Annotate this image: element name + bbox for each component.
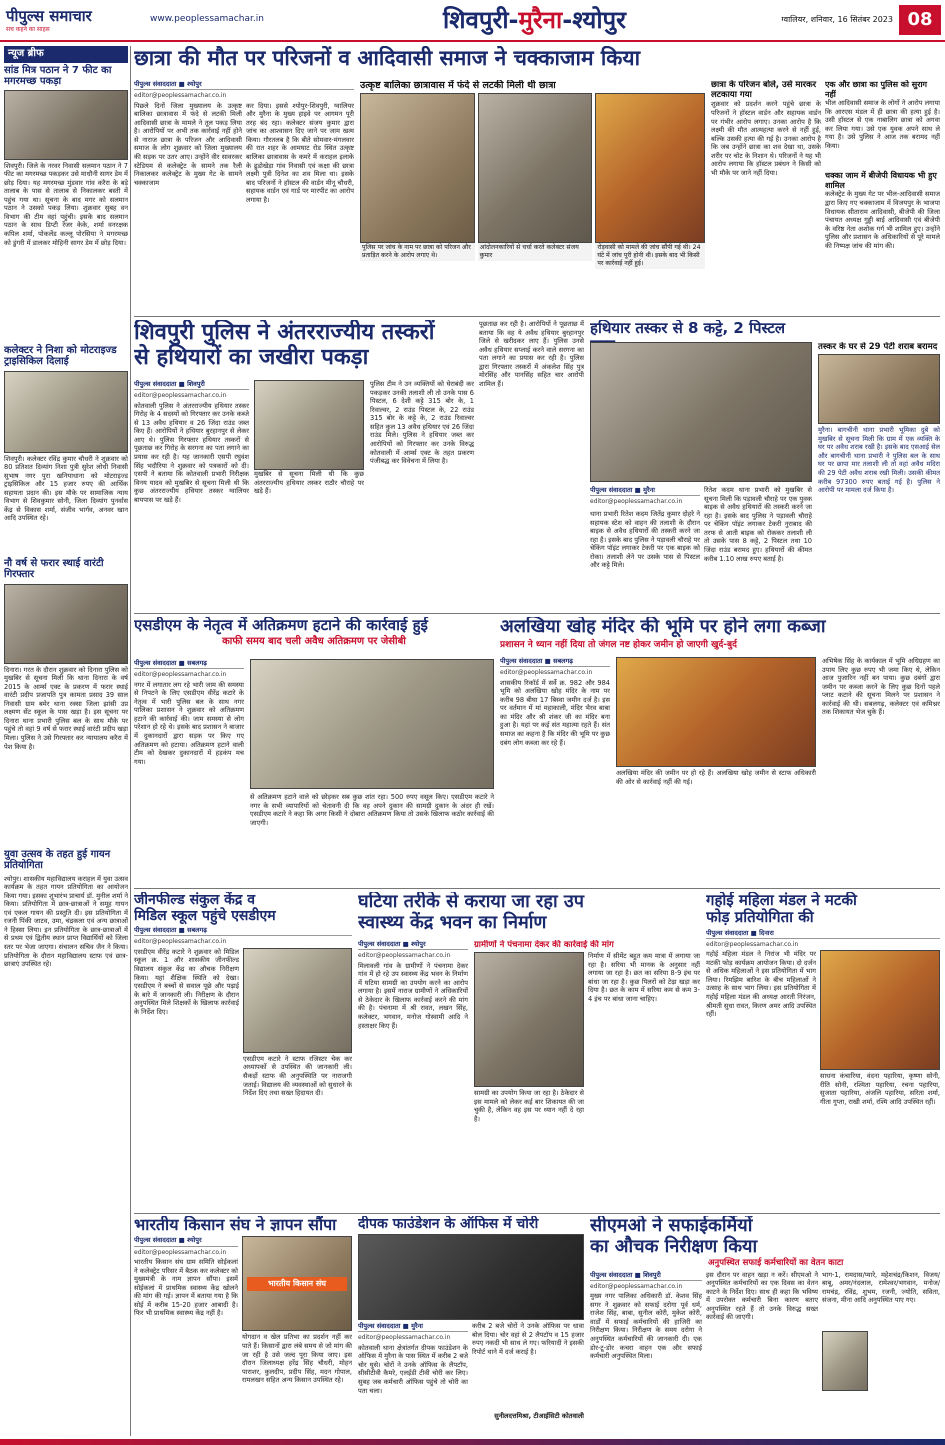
top-col2: कर दिया। इससे श्योपुर-शिवपुरी, ग्वालियर और मुरैना के मुख्य हाइवे पर आगमन पूरी तरह बंद रहा। कलेक्टर संजय कुमार द्वारा जांच का आश्वासन दिए जाने पर जाम खत्म किया। गौरतलब है कि बीते सोमवार-मंगलवार की रात शहर के आमघाट रोड स्थित उत्कृष्ट बालिका छात्रावास के कमरे में कराहल इलाके के ढुडोखेड़ा गांव निवासी एवं कक्षा की छात्रा लक्ष्मी पुत्री दिनेश का शव मिला था। इसके बाद परिजनों ने हॉस्टल की वार्डन मीनू चौधरी, सहायक वार्डन एवं गार्ड पर मारपीट का आरोप लगाया है। [246,101,354,204]
family-statement [711,80,821,314]
liquor-text: मुरैना। बागचीनी थाना प्रभारी भूमिका दुबे को मुखबिर से सूचना मिली कि ग्राम में एक व्यक्ति के घर पर अवैध शराब रखी है। इसके बाद एसआई सेल और बागचीनी थाना प्रभारी ने पुलिस बल के साथ घर पर छापा मार तलाशी ली तो वहां अवैध मदिरा की 29 पेटी अवैध शराब रखी मिली। उसकी कीमत करीब 97300 रुपए बताई गई है। पुलिस ने आरोपी पर मामला दर्ज किया है। [818,426,940,495]
sdm-text: नगर में लगातार लग रहे भारी जाम की समस्या से निपटने के लिए एसडीएम वीरेंद्र कटारे के नेतृत्व में भारी पुलिस बल के साथ नगर पालिका प्रशासन ने शुक्रवार को अतिक्रमण हटाने की कार्रवाई की। जाम समस्या से लोग परेशान हो रहे थे। इसके बाद प्रशासन ने बाजार में दुकानदारों द्वारा सड़क पर किए गए अतिक्रमण को हटाया। अतिक्रमण हटाने वाली टीम को देखकर दुकानदारों में हड़कंप मच गया। [134,680,244,766]
health-headline-b: स्वास्थ्य केंद्र भवन का निर्माण [358,911,547,933]
page-header [0,0,945,42]
police-story [134,320,584,610]
temple-sub: प्रशासन ने ध्यान नहीं दिया तो जंगल नष्ट होकर जमीन हो जाएगी खुर्द-बुर्द [500,639,737,650]
jcb-photo [250,659,494,789]
police-text: कोतवाली पुलिस ने अंतरराज्यीय हथियार तस्कर गिरोह के 4 सदस्यों को गिरफ्तार कर उनके कब्जे से 13 अवैध हथियार व 26 जिंदा राउंड जब्त किए हैं। आरोपियों ने हथियार बुरहानपुर से लेकर आए थे। पुलिस गिरफ्तार हथियार तस्करों से पूछताछ कर गिरोह के सरगना का पता लगाने का प्रयास कर रही है। यह जानकारी एसपी रघुवंश सिंह भदौरिया ने शुक्रवार को पत्रकारों को दी। एसपी ने बताया कि कोतवाली प्रभारी निरीक्षक विनय यादव को मुखबिर से सूचना मिली थी कि कुछ अंतरराज्यीय हथियार तस्कर ग्वालियर बायपास पर खड़े हैं। [134,401,249,504]
police-col2 [370,380,474,610]
brief4-text: श्योपुर। शासकीय महाविद्यालय कराहल में युवा उत्सव कार्यक्रम के तहत गायन प्रतियोगिता का आयोजन किया गया। इसका शुभारंभ प्राचार्य डॉ. मुनील शर्मा ने किया। प्रतियोगिता में छात्र-छात्राओं ने समूह गायन एवं एकल गायन की प्रस्तुति दी। इस प्रतियोगिता में रजनी पिंकी जाटव, उमा, चंद्रकला एवं अन्य छात्राओं ने हिस्सा लिया। इन प्रतियोगिता के छात्र-छात्राओं में से प्रथम एवं द्वितीय स्थान प्राप्त विद्यार्थियों को जिला स्तर पर भेजा जाएगा। संचालन सचिव जैन ने किया। प्रतियोगिता के दौरान महाविद्यालय स्टाफ एवं छात्र-छात्राएं उपस्थित रहे। [4,874,128,969]
deepak-email: editor@peoplessamachar.co.in [358,1334,451,1342]
protest-photo-1 [360,93,475,243]
cmo-inspection-story [590,1216,940,1438]
health-text2: निर्माण में सीमेंट बहुत कम मात्रा में लगाया जा रहा है। सरिया भी मानक के अनुसार नहीं लगाया जा रहा है। छत का सरिया 8-9 इंच पर बांधा जा रहा है। कुछ पिलरों को टेढ़ा खड़ा कर दिया है। छत के काम में सरिया कम से कम 3-4 इंच पर बांधा जाना चाहिए। [588,952,700,1003]
police-col3 [479,320,584,610]
kisan-banner: भारतीय किसान संघ [247,1277,347,1291]
dateline: ग्वालियर, शनिवार, 16 सितंबर 2023 [781,15,893,24]
section-rule [134,613,940,614]
kisan-text2: योगदान व खेल प्रतिभा का प्रदर्शन नहीं कर पाते हैं। किसानों द्वारा लंबे समय से जो मांग की जा रही है उसे जल्द पूरा किया जाए। इस दौरान जिलाध्यक्ष हरेंद्र सिंह चौधरी, मोहन पाराशर, कुलदीप, प्रदीप सिंह, मदन गोपाल, रामलखन सहित अन्य किसान उपस्थित रहे। [242,1333,352,1385]
kisan-headline: भारतीय किसान संघ ने ज्ञापन सौंपा [134,1216,337,1234]
side-head-1: एक और छात्रा का पुलिस को सुराग नहीं [825,80,928,99]
brief4-title: युवा उत्सव के तहत हुई गायन प्रतियोगिता [4,848,111,871]
top-col1: पिछले दिनों जिला मुख्यालय के उत्कृष्ट बालिका छात्रावास में फंदे से लटकी मिली आदिवासी छात्रा के मामले ने तूल पकड़ लिया है। आरोपियों पर अभी तक कार्रवाई नहीं होने से नाराज छात्रा के परिजन और आदिवासी समाज के लोग शुक्रवार को जिला मुख्यालय की सड़क पर उतर आए। उन्होंने वीर सावरकर स्टेडियम से कलेक्ट्रेट के सामने तक रैली निकालकर कलेक्ट्रेट के मुख्य गेट के सामने चक्काजाम [134,101,242,187]
health-text-block [358,940,468,1210]
gahoi-email: editor@peoplessamachar.co.in [706,940,799,948]
school-inspection-photo [243,948,352,1053]
temple-text2: अभिषेक सिंह के कार्यकाल में भूमि अधिग्रहण का उपाय लिए कुछ रुपए भी जमा किए थे, लेकिन आज पुजारिन नहीं बन पाया। कुछ दबंगों द्वारा जमीन पर कब्जा करने के लिए कुछ दिनों पहले प्लाट कटाने की सूचना मिलने पर प्रशासन ने कार्रवाई की थी। सबलगढ़, कलेक्टर एवं कमिश्नर तक शिकायत भेज चुके हैं। [822,657,940,717]
footer-bar [0,1439,945,1445]
kisan-story [134,1216,352,1438]
sdm-byline: पीपुल्स संवाददाता ■ सबलगढ़ [134,659,244,669]
temple-land-photo [616,657,816,767]
kisan-byline: पीपुल्स संवाददाता ■ श्योपुर [134,1236,238,1246]
matki-phod-story [706,892,940,1210]
cmo-list: भाग-1, रामदास/प्यारे, महेशचंद्र/किशन, विजय/बाबू, अमर/नंदलाल, रामेश्वर/भगवान, मनोज/रामचंद्र, रविंद्र, शुभम, रजनी, ज्योति, सविता, संजना, मीना आदि अनुपस्थित पाए गए। [822,1270,940,1305]
cmo-portrait [822,1331,868,1391]
family-head: छात्रा के परिजन बोले, उसे मारकर लटकाया गया [711,80,817,101]
family-text: शुक्रवार को प्रदर्शन करने पहुंचे छात्रा के परिजनों ने हॉस्टल वार्डन और सहायक वार्डन पर गंभीर आरोप लगाए। उनका आरोप है कि लक्ष्मी की मौत आत्महत्या करने से नहीं हुई, बल्कि उसकी हत्या की गई है। उनका आरोप है कि जब उन्होंने छात्रा का शव देखा था, उसके शरीर पर चोट के निशान थे। परिजनों ने यह भी आरोप लगाया कि हॉस्टल प्रबंधन ने किसी को भी मौके पर जाने नहीं दिया। [711,100,821,177]
side-head-2: चक्का जाम में बीजेपी विधायक भी हुए शामिल [825,171,937,190]
logo-text: पीपुल्स समाचार [6,6,92,25]
edition-morena: मुरैना [518,6,563,34]
police-headline-a: शिवपुरी पुलिस ने अंतरराज्यीय तस्करों [134,320,435,345]
section-rule [134,1213,940,1214]
gahoi-byline: पीपुल्स संवाददाता ■ दिनारा [706,929,940,939]
encroachment-story [134,617,494,885]
temple-email: editor@peoplessamachar.co.in [500,669,593,677]
deepak-text2: करीब 2 बजे चोरों ने उनके ऑफिस पर धावा बोल दिया। चोर वहां से 2 लैपटॉप व 15 हजार रुपए नकदी भी साथ ले गए। फरियादी ने इसकी रिपोर्ट थाने में दर्ज कराई है। [472,1322,584,1356]
health-email: editor@peoplessamachar.co.in [358,952,451,960]
health-centre-story [358,892,700,1210]
weapon-text: थाना प्रभारी रितेश कदम जितेंद्र कुमार दोहरे ने सहायक स्टेश को वाहन की तलाशी के दौरान बाइक से अवैध हथियारों की तस्करी करने जा रहा है। इसके बाद पुलिस ने पड़ावली चौराहे पर चेकिंग पॉइंट लगाकर टेकरी पर एक बाइक को रोका। तलाशी लेने पर उसके पास से पिस्टल और कट्टे मिले। [590,510,700,570]
weapon-byline: पीपुल्स संवाददाता ■ मुरैना [590,486,700,496]
health-photo-block [474,940,700,1210]
women-group-photo [820,950,940,1070]
protest-caption-1: पुलिस पर जांच के नाम पर छात्रा को परिजन और प्रताड़ित करने के आरोप लगाए थे। [360,243,475,261]
sdm-text2: से अतिक्रमण हटाने वाले को छोड़कर सब कुछ शांत रहा। 500 रुपए वसूल किए। एसडीएम कटारे ने नगर के सभी व्यापारियों को चेतावनी दी कि वह अपने दुकान की सामग्री दुकान के अंदर ही रखें। एसडीएम कटारे ने कहा कि अगर किसी ने दोबारा अतिक्रमण किया तो उसके खिलाफ कठोर कार्रवाई की जाएगी। [250,793,494,827]
website-link[interactable]: www.peoplessamachar.in [150,14,264,25]
deepak-text: कोतवाली थाना क्षेत्रांतर्गत दीपक फाउंडेशन के ऑफिस में मुरैना के पास स्थित में करीब 2 बजे चोर घुसे। चोरों ने उनके ऑफिस के लैपटॉप, सीसीटीवी कैमरे, एलईडी टीवी चोरी कर लिए। सुबह जब कर्मचारी ऑफिस पहुंचे तो चोरी का पता चला। [358,1343,468,1395]
liquor-head: तस्कर के घर से 29 पेटी शराब बरामद [818,342,938,352]
top-email: editor@peoplessamachar.co.in [134,92,227,100]
kisan-email: editor@peoplessamachar.co.in [134,1248,227,1256]
news-brief-column [4,46,128,1441]
kisan-memorandum-photo [242,1236,352,1331]
temple-photo-block [616,657,816,885]
temple-caption: अलखिया मंदिर की जमीन पर हो रहे हैं। अलखिया खोह जमीन से स्टाफ अधिकारी की ओर से कार्रवाई नहीं की गई। [616,769,816,786]
edition-shivpuri: शिवपुरी- [443,6,519,34]
liquor-brief [818,342,940,610]
jeen-text2: एसडीएम कटारे ने स्टाफ रजिस्टर चेक कर अध्यापकों से उपस्थित की जानकारी ली। सैकड़ों स्टाफ की अनुपस्थिति पर नाराजगी जताई। विद्यालय की व्यवस्थाओं को सुधारने के निर्देश दिए तथा सख्त हिदायत दी। [243,1054,352,1098]
temple-story [500,617,940,885]
deepak-sign: सुनीलदत्तमिश्रा, टीआईसिटी कोतवाली [494,1412,584,1421]
top-story [134,46,940,314]
health-headline-a: घटिया तरीके से कराया जा रहा उप [358,892,584,912]
brief3-title: नौ वर्ष से फरार स्थाई वारंटी गिरफ्तार [4,557,104,580]
cmo-text: मुख्य नगर पालिका अधिकारी डॉ. केशव सिंह सगर ने शुक्रवार को सफाई दरोगा पूर्व धर्म, राजेश सिंह, बाबा, सुनील कोरी, मुकेश कोरी, वार्डों में सफाई कर्मचारियों की हाजिरी का निरीक्षण किया। निरीक्षण के समय दरोगा ने अनुपस्थित कर्मचारियों की जानकारी दी। एक डोर-टू-डोर कचरा वाहन एक और सफाई कर्मचारी अनुपस्थित मिला। [590,1292,702,1361]
jeen-email: editor@peoplessamachar.co.in [134,938,227,946]
sdm-text-block [134,659,244,885]
temple-text-block [500,657,610,885]
sdm-headline: एसडीएम के नेतृत्व में अतिक्रमण हटाने की कार्रवाई हुई [134,617,428,634]
health-byline: पीपुल्स संवाददाता ■ श्योपुर [358,940,468,950]
weapon-email: editor@peoplessamachar.co.in [590,498,683,505]
cmo-sub: अनुपस्थित सफाई कर्मचारियों का वेतन काटा [708,1258,844,1269]
protest-caption-3: आंदोलनकारियों से चर्चा करते कलेक्टर संजय कुमार [478,243,593,261]
jeen-byline: पीपुल्स संवाददाता ■ सबलगढ़ [134,926,352,936]
protest-caption-2: रोड़वासी को मामले की जांच सौंपी गई थी। 24 घंटे में जांच पूरी होनी थी। इसके बाद भी किसी पर कार्रवाई नहीं हुई। [595,243,705,268]
temple-byline: पीपुल्स संवाददाता ■ सबलगढ़ [500,657,610,667]
section-rule [134,316,940,317]
kisan-text: भारतीय किसान संघ ग्राम समिति सोईकलां ने कलेक्ट्रेट परिसर में बैठक कर कलेक्टर को मुख्यमंत्री के नाम ज्ञापन सौंपा। इसमें सोईकलां में प्राथमिक स्वास्थ्य केंद्र खोलने की मांग की गई। ज्ञापन में बताया गया है कि सोई में करीब 15-20 हजार आबादी है। फिर भी प्राथमिक स्वास्थ्य केंद्र नहीं है। [134,1258,238,1318]
side-text-1: भील आदिवासी समाज के लोगों ने आरोप लगाया कि आरएस मंडल में ही छात्रा की हत्या हुई है। उसी हॉस्टल से एक नाबालिग छात्रा को अगवा कर लिया गया। उसे एक युवक अपने साथ ले गया है। उसे पुलिस ने आज तक बरामद नहीं किया। [825,99,940,150]
liquor-photo [818,354,940,424]
edition-sheopur: -श्योपुर [562,6,626,34]
police-text3: पूछताछ कर रही है। आरोपियों ने पूछताछ में बताया कि वह ये अवैध हथियार बुरहानपुर जिले से खरीदकर लाए हैं। पुलिस उनसे अवैध हथियार सप्लाई करने वाले सरगना का पता लगाने का प्रयास कर रही है। पुलिस द्वारा गिरफ्तार तस्करों में अंकलेश सिंह पुत्र मोरसिंह और पानसिंह सहित चार आरोपी शामिल हैं। [479,320,584,388]
gahoi-text2: साधना कंचारिया, वंदना पहारिया, कृष्णा सोनी, रीति सोनी, रश्मिता पहारिया, रचना पहारिया, सुजाता पहारिया, अंजलि पहारिया, सरिता शर्मा, गीता गुप्ता, राखी शर्मा, रश्मि आदि उपस्थित रहीं। [820,1072,940,1106]
deepak-byline: पीपुल्स संवाददाता ■ मुरैना [358,1322,468,1332]
temple-headline: अलखिया खोह मंदिर की भूमि पर होने लगा कब्जा [500,617,826,637]
protest-photo-2 [478,93,593,243]
brief1-text: शिवपुरी। जिले के नरवर निवासी सलमान पठान ने 7 फीट का मगरमच्छ पकड़कर उसे माधौनी सागर डेम में छोड़ दिया। यह मगरमच्छ मुंडवार गांव करैरा के बड़े तालाब के पास से तालाब से निकालकर बस्ती में पहुंच गया था। सूचना के बाद मगर को सलमान पठान ने उसको पकड़ लिया। शुक्रवार सुबह वन विभाग की टीम वहां पहुंची। इसके बाद सलमान पठान के साथ डिप्टी रेंजर केके, शर्मा वनरक्षक कपिल शर्मा, पोकलेंड कल्लू पोरसिया ने मगरमच्छ को डुंगरी में डालकर मोहिनी सागर डेम में छोड़ दिया। [4,161,128,247]
jeen-text: एसडीएम वीरेंद्र कटारे ने शुक्रवार को मिडिल स्कूल क्र. 1 और शासकीय जीनफील्ड विद्यालय संकुल केंद्र का औचक निरीक्षण किया। यहां शैक्षिक स्थिति को देखा। एसडीएम ने बच्चों से सवाल पूछे और पढ़ाई के बारे में जानकारी ली। निरीक्षण के दौरान अनुपस्थित मिले शिक्षकों के खिलाफ कार्रवाई के निर्देश दिए। [134,947,239,1016]
top-story-photos [360,80,705,314]
page-number: 08 [899,5,941,35]
police-headline-b: से हथियारों का जखीरा पकड़ा [134,345,369,371]
gahoi-headline-b: फोड़ प्रतियोगिता की [706,908,814,927]
police-email: editor@peoplessamachar.co.in [134,392,227,400]
jeen-headline-a: जीनफील्ड संकुल केंद्र व [134,892,255,908]
tricycle-photo [4,371,128,453]
temple-text: शासकीय रिकॉर्ड में सर्वे क्र. 982 और 984 भूमि को अलखिया खोह मंदिर के नाम पर करीब 98 बीघा 17 बिस्वा जमीन दर्ज है। इस पर वर्तमान में मां महाकाली, मंदिर भैरव बाबा का मंदिर और श्री शंकर जी का मंदिर बना हुआ है। यहां पर कई संत महात्मा रहते हैं। संत समाज का कहना है कि मंदिर की भूमि पर कुछ दबंग लोग कब्जा कर रहे हैं। [500,678,610,747]
gahoi-headline-a: गहोई महिला मंडल ने मटकी [706,892,857,909]
warrant-arrest-photo [4,584,128,664]
brief3-text: दिनारा। गरत के दौरान शुक्रवार को दिनारा पुलिस को मुखबिर से सूचना मिली कि थाना दिनारा के वर्ष 2015 के आर्म्स एक्ट के प्रकरण में फरार स्थाई वारंटी प्रदीप प्रजापति पुत्र कामता प्रसाद 39 साल निवासी ग्राम बमेर थाना रक्सा जिला झांसी उप्र लक्ष्मण सेंट स्कूल के पास खड़ा है। इस सूचना पर दिनारा थाना प्रभारी पुलिस बल के साथ मौके पर पहुंचे तो वहां 9 वर्ष से फरार स्थाई वारंटी प्रदीप खड़ा मिला। पुलिस ने उसे गिरफ्तार कर न्यायालय करैरा में पेश किया है। [4,665,128,751]
sdm-sub: काफी समय बाद चली अवैध अतिक्रमण पर जेसीबी [222,636,406,648]
top-story-text-block [134,80,354,314]
deepak-headline: दीपक फाउंडेशन के ऑफिस में चोरी [358,1216,539,1232]
crocodile-photo [4,90,128,160]
cctv-photo [358,1234,584,1320]
edition-title [310,5,759,35]
weapon-press-photo [590,342,812,482]
gahoi-text: गहोई महिला मंडल ने निरांज भी मंदिर पर मटकी फोड़ कार्यक्रम आयोजन किया। दो दर्जन से अधिक महिलाओं ने इस प्रतियोगिता में भाग लिया। रिमझिम बारिश के बीच महिलाओं ने उत्साह के साथ भाग लिया। इस प्रतियोगिता में गहोई महिला मंडल की अध्यक्ष आरती निरंजन, श्रीमती सुधा रावत, किरण अमर आदि उपस्थित रहीं। [706,950,816,1019]
police-text2: पुलिस टीम ने उन व्यक्तियों को घेराबंदी कर पकड़कर उनकी तलाशी ली तो उनके पास 6 पिस्टल, 6 देशी कट्टे 315 बोर के, 1 रिवाल्वर, 2 राउंड पिस्टल के, 22 राउंड 315 बोर के कट्टे के, 2 राउंड रिवाल्वर सहित कुल 13 अवैध हथियार एवं 26 जिंदा राउंड मिले। पुलिस ने हथियार जब्त कर आरोपियों को गिरफ्तार कर उनके विरुद्ध कोतवाली में आर्म्स एक्ट के तहत प्रकरण पंजीबद्ध कर विवेचना में लिया है। [370,380,474,466]
police-text-block [134,380,249,610]
news-brief-label: न्यूज ब्रीफ [4,46,128,63]
masthead-logo[interactable] [0,7,150,33]
section-rule [134,888,940,889]
top-story-side [825,80,940,314]
police-caption: मुखबिर से सूचना मिली थी कि कुछ अंतरराज्यीय हथियार तस्कर राठौर चौराहे पर खड़े हैं। [254,470,364,496]
construction-photo [474,952,584,1087]
school-visit-story [134,892,352,1210]
seized-weapons-photo [254,380,364,470]
weapon-text2: रितेश कदम थाना प्रभारी को मुखबिर से सूचना मिली कि पड़ावली चौराहे पर एक युवक बाइक से अवैध हथियारों की तस्करी करने जा रहा है। इसके बाद पुलिस ने पड़ावली चौराहे पर चेकिंग पॉइंट लगाकर टेकरी नुराबाद की तरफ से आती बाइक को रोककर तलाशी ली तो उसके पास 8 कट्टे, 2 पिस्टल तथा 10 जिंदा राउंड बरामद हुए। हथियारों की कीमत करीब 1.10 लाख रुपए बताई है। [704,486,812,563]
brief2-title: कलेक्टर ने निशा को मोटराइज्ड ट्राइसिकिल दिलाई [4,344,117,367]
cmo-email: editor@peoplessamachar.co.in [590,1282,683,1290]
weapon-headline: हथियार तस्कर से 8 कट्टे, 2 पिस्टल [590,320,786,337]
side-text-2: कलेक्ट्रेट के मुख्य गेट पर भील-आदिवासी समाज द्वारा किए गए चक्काजाम में विजयपुर के भाजपा विधायक सीताराम आदिवासी, बीजेपी की जिला पंचायत अध्यक्ष गुड्डी बाई आदिवासी एवं बीजेपी के वरिष्ठ नेता अशोक गर्ग भी शामिल हुए। उन्होंने पुलिस और प्रशासन के अधिकारियों से पूरे मामले की निष्पक्ष जांच की मांग की। [825,190,940,250]
photo-section-head: उत्कृष्ट बालिका छात्रावास में फंदे से लटकी मिली थी छात्रा [360,80,556,91]
weapon-story [590,320,940,610]
sdm-email: editor@peoplessamachar.co.in [134,671,227,679]
brief1-title: सांड मित्र पठान ने 7 फीट का मगरमच्छ पकड़ा [4,64,112,87]
top-story-headline: छात्रा की मौत पर परिजनों व आदिवासी समाज ने चक्काजाम किया [134,46,641,70]
logo-tagline: सच कहने का साहस [6,25,50,33]
cmo-text2: इस दौरान पर वाहन खड़ा न करें। सीएमओ ने अनुपस्थित कर्मचारियों का एक दिवस का वेतन काटने के निर्देश दिए। साथ ही कहा कि भविष्य में उपरोक्त कर्मचारी बिना कारण बताए अनुपस्थित रहते हैं तो उनके विरुद्ध सख्त कार्रवाई की जाएगी। [706,1270,818,1322]
health-sub: ग्रामीणों ने पंचनामा देकर की कार्रवाई की मांग [474,940,614,950]
top-byline: पीपुल्स संवाददाता ■ श्योपुर [134,80,354,90]
health-caption: सामग्री का उपयोग किया जा रहा है। ठेकेदार से इस मामले को लेकर कई बार शिकायत की जा चुकी है, लेकिन वह इस पर ध्यान नहीं दे रहा है। [474,1089,584,1123]
cmo-headline-b: का औचक निरीक्षण किया [590,1235,758,1257]
column-rule [130,46,131,1436]
protest-photo-3 [595,93,705,243]
police-byline: पीपुल्स संवाददाता ■ शिवपुरी [134,380,249,390]
police-photo-block [254,380,364,610]
cmo-headline-a: सीएमओ ने सफाईकर्मियों [590,1216,753,1236]
health-text: मिलावली गांव के ग्रामीणों ने पंचनामा देकर गांव में हो रहे उप स्वास्थ्य केंद्र भवन के निर्माण में घटिया सामग्री का उपयोग करने का आरोप लगाया है। इसमें नाराज ग्रामीणों ने अधिकारियों से ठेकेदार के खिलाफ कार्रवाई करने की मांग की है। पंचनामा में श्री रावत, लखन सिंह, कलेक्टर, भगवान, मनोज गोस्वामी आदि ने हस्ताक्षर किए हैं। [358,961,468,1030]
theft-story [358,1216,584,1438]
brief2-text: शिवपुरी। कलेक्टर रविंद्र कुमार चौधरी ने शुक्रवार को 80 प्रतिशत दिव्यांग निशा पुत्री सुरेश लोधी निवासी सुभाष नगर पुरा खनियाधाना को मोटराइज्ड ट्राइसिकिल और 15 हजार रुपए की आर्थिक सहायता प्रदान की। इस मौके पर सामाजिक न्याय विभाग से शिवकुमार सोनी, जिला दिव्यांग पुनर्वास केंद्र से विकास शर्मा, संजीव भार्गव, अनवर खान आदि उपस्थित रहे। [4,454,128,523]
cmo-byline: पीपुल्स संवाददाता ■ शिवपुरी [590,1271,702,1281]
jeen-headline-b: मिडिल स्कूल पहुंचे एसडीएम [134,908,276,925]
